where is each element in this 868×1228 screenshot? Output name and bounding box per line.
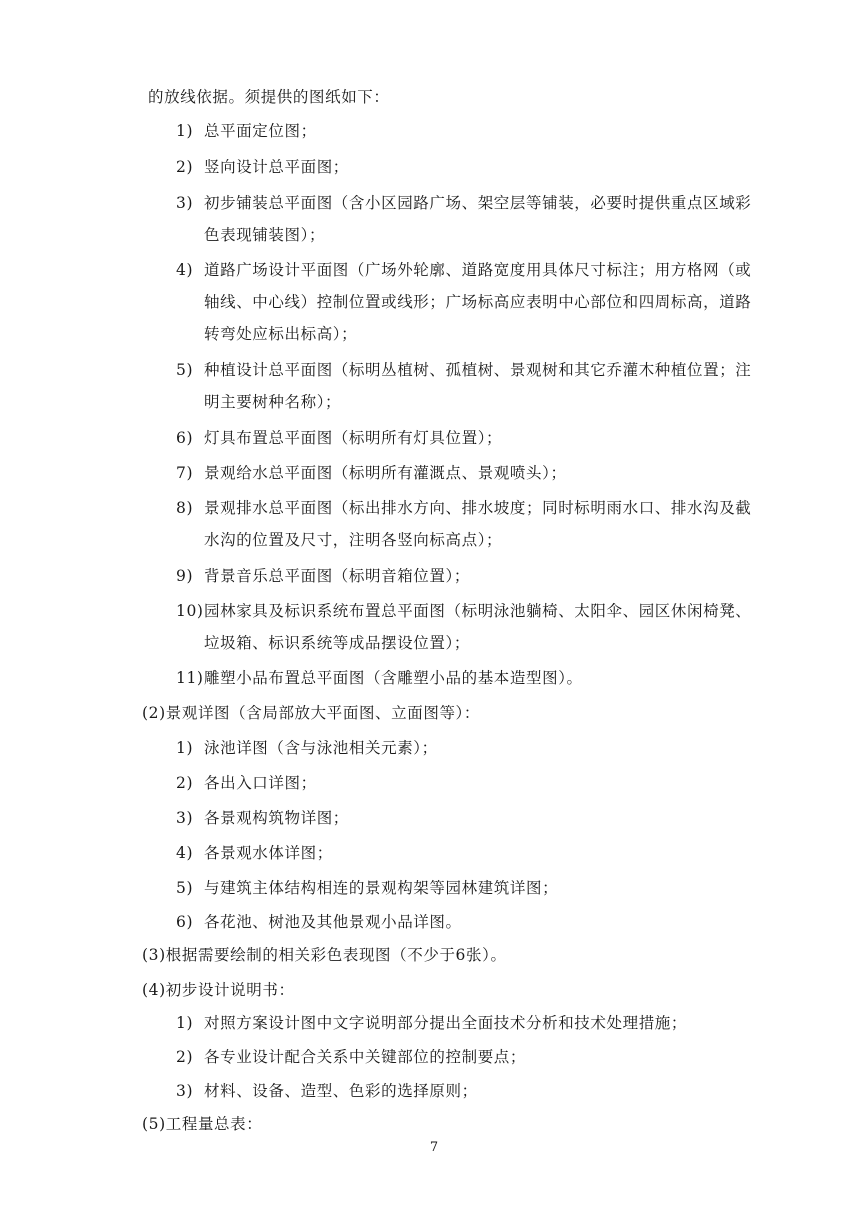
list-number: 4) bbox=[176, 844, 194, 862]
line-text: (5)工程量总表： bbox=[142, 1115, 263, 1133]
line-text: 各景观水体详图； bbox=[204, 844, 333, 862]
line-text: 道路广场设计平面图（广场外轮廓、道路宽度用具体尺寸标注；用方格网（或 bbox=[204, 261, 752, 279]
text-line bbox=[142, 703, 480, 723]
line-text: 各出入口详图； bbox=[204, 774, 317, 792]
line-text: 灯具布置总平面图（标明所有灯具位置）； bbox=[204, 429, 503, 447]
list-number: 6) bbox=[176, 429, 194, 447]
line-text: 材料、设备、造型、色彩的选择原则； bbox=[204, 1082, 478, 1100]
list-number: 3) bbox=[176, 809, 194, 827]
text-line bbox=[176, 1081, 478, 1101]
list-number: 6) bbox=[176, 913, 194, 931]
list-number: 1) bbox=[176, 739, 194, 757]
list-number: 2) bbox=[176, 158, 194, 176]
line-text: (4)初步设计说明书： bbox=[142, 981, 295, 999]
page-number: 7 bbox=[429, 1140, 439, 1155]
list-number: 1) bbox=[176, 1014, 194, 1032]
text-line bbox=[142, 945, 507, 965]
text-line bbox=[176, 912, 462, 932]
text-line bbox=[204, 392, 341, 412]
text-line bbox=[204, 633, 470, 653]
list-number: 2) bbox=[176, 1048, 194, 1066]
text-line bbox=[176, 428, 502, 448]
text-line bbox=[176, 1047, 526, 1067]
list-number: 5) bbox=[176, 361, 194, 379]
line-text: (3)根据需要绘制的相关彩色表现图（不少于6张）。 bbox=[142, 946, 507, 964]
line-text: 各景观构筑物详图； bbox=[204, 809, 349, 827]
list-number: 10) bbox=[176, 602, 204, 620]
line-text: 园林家具及标识系统布置总平面图（标明泳池躺椅、太阳伞、园区休闲椅凳、 bbox=[204, 602, 752, 620]
text-line bbox=[204, 292, 751, 312]
text-line bbox=[176, 193, 751, 213]
text-line bbox=[176, 360, 751, 380]
list-number: 11) bbox=[176, 669, 204, 687]
list-number: 3) bbox=[176, 1082, 194, 1100]
line-text: 明主要树种名称）； bbox=[204, 393, 342, 411]
text-line bbox=[142, 980, 295, 1000]
text-line bbox=[204, 530, 502, 550]
line-text: 景观排水总平面图（标出排水方向、排水坡度；同时标明雨水口、排水沟及截 bbox=[204, 499, 752, 517]
text-line bbox=[176, 260, 751, 280]
line-text: (2)景观详图（含局部放大平面图、立面图等）： bbox=[142, 704, 481, 722]
text-line bbox=[176, 1013, 687, 1033]
list-number: 8) bbox=[176, 499, 194, 517]
line-text: 对照方案设计图中文字说明部分提出全面技术分析和技术处理措施； bbox=[204, 1014, 688, 1032]
text-line bbox=[176, 121, 317, 141]
line-text: 水沟的位置及尺寸，注明各竖向标高点）； bbox=[204, 531, 503, 549]
text-line bbox=[204, 324, 357, 344]
list-number: 7) bbox=[176, 464, 194, 482]
line-text: 背景音乐总平面图（标明音箱位置）； bbox=[204, 567, 470, 585]
line-text: 的放线依据。须提供的图纸如下： bbox=[148, 88, 390, 106]
text-line bbox=[176, 878, 558, 898]
text-line bbox=[176, 157, 349, 177]
text-line bbox=[176, 463, 567, 483]
line-text: 转弯处应标出标高）； bbox=[204, 325, 358, 343]
line-text: 色表现铺装图）； bbox=[204, 226, 326, 244]
text-line bbox=[176, 843, 333, 863]
list-number: 3) bbox=[176, 194, 194, 212]
text-line bbox=[142, 1114, 262, 1134]
line-text: 种植设计总平面图（标明丛植树、孤植树、景观树和其它乔灌木种植位置；注 bbox=[204, 361, 752, 379]
line-text: 垃圾箱、标识系统等成品摆设位置）； bbox=[204, 634, 470, 652]
text-line bbox=[204, 225, 325, 245]
text-line bbox=[176, 601, 751, 621]
line-text: 雕塑小品布置总平面图（含雕塑小品的基本造型图）。 bbox=[204, 669, 583, 687]
text-line bbox=[176, 498, 751, 518]
line-text: 景观给水总平面图（标明所有灌溉点、景观喷头）； bbox=[204, 464, 567, 482]
list-number: 1) bbox=[176, 122, 194, 140]
text-line bbox=[176, 668, 583, 688]
list-number: 2) bbox=[176, 774, 194, 792]
line-text: 竖向设计总平面图； bbox=[204, 158, 349, 176]
text-line bbox=[176, 738, 438, 758]
text-line bbox=[148, 87, 390, 107]
text-line bbox=[176, 566, 470, 586]
list-number: 9) bbox=[176, 567, 194, 585]
line-text: 轴线、中心线）控制位置或线形；广场标高应表明中心部位和四周标高，道路 bbox=[204, 293, 752, 311]
list-number: 5) bbox=[176, 879, 194, 897]
text-line bbox=[176, 773, 317, 793]
line-text: 泳池详图（含与泳池相关元素）； bbox=[204, 739, 438, 757]
line-text: 各专业设计配合关系中关键部位的控制要点； bbox=[204, 1048, 527, 1066]
line-text: 与建筑主体结构相连的景观构架等园林建筑详图； bbox=[204, 879, 559, 897]
list-number: 4) bbox=[176, 261, 194, 279]
line-text: 各花池、树池及其他景观小品详图。 bbox=[204, 913, 462, 931]
line-text: 初步铺装总平面图（含小区园路广场、架空层等铺装，必要时提供重点区域彩 bbox=[204, 194, 752, 212]
line-text: 总平面定位图； bbox=[204, 122, 317, 140]
text-line bbox=[176, 808, 349, 828]
